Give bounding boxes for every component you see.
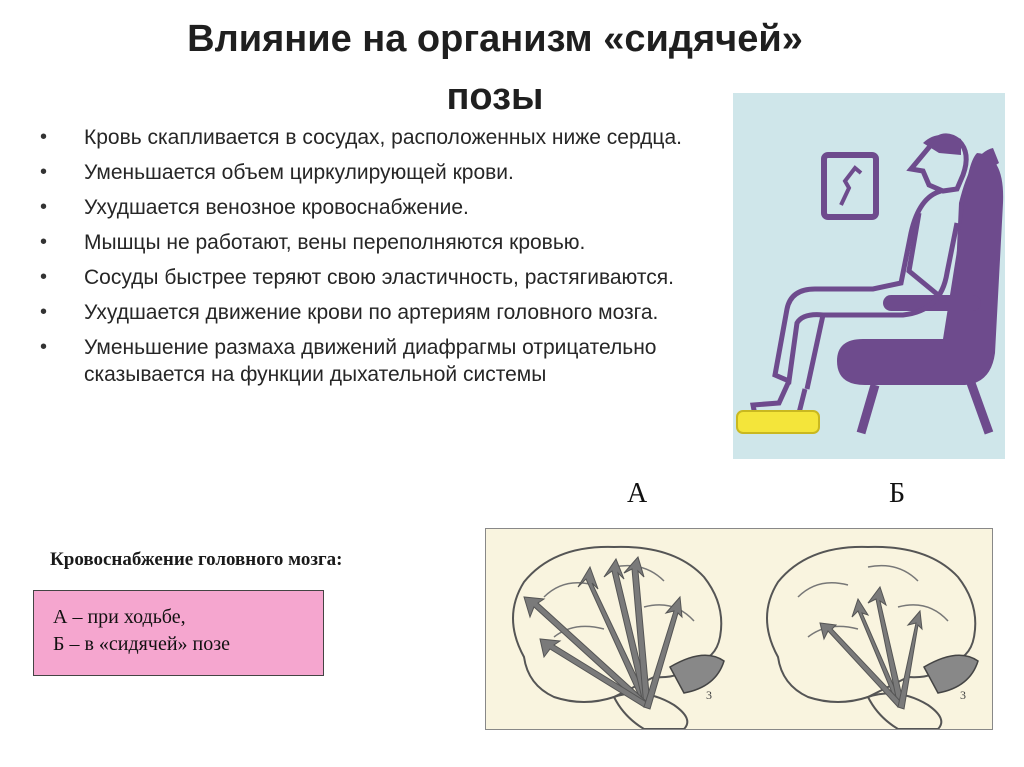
figure-label-b: Б <box>889 478 906 509</box>
page-title-line-2: позы <box>446 76 544 118</box>
brain-a <box>513 547 724 729</box>
legend-line-b: Б – в «сидячей» позе <box>53 633 231 655</box>
effects-list <box>40 124 720 396</box>
brain-a-flow-arrows <box>524 557 682 709</box>
brain-a-arrow-6 <box>644 597 682 709</box>
brain-blood-supply-caption: Кровоснабжение головного мозга: <box>50 549 343 570</box>
list-item: • Ухудшается венозное кровоснабжение. <box>40 194 720 221</box>
seated-person-svg <box>733 93 1005 459</box>
list-item: • Ухудшается движение крови по артериям головного мозга. <box>40 299 720 326</box>
list-item: • Мышцы не работают, вены переполняются кровью. <box>40 229 720 256</box>
list-item: • Уменьшение размаха движений диафрагмы отрицательно сказывается на функции дыхательной системы <box>40 334 720 388</box>
brain-b-arrow-4 <box>898 611 922 709</box>
figure-label-a: А <box>627 478 648 509</box>
legend-box <box>33 590 324 676</box>
list-item: • Уменьшается объем циркулирующей крови. <box>40 159 720 186</box>
legend-line-a: А – при ходьбе, <box>53 606 186 628</box>
brain-diagram-svg <box>486 529 992 729</box>
brain-b-marker-3: 3 <box>960 688 966 702</box>
yellow-footrest <box>737 411 819 433</box>
list-item: • Сосуды быстрее теряют свою эластичность, растягиваются. <box>40 264 720 291</box>
list-item: • Кровь скапливается в сосудах, расположенных ниже сердца. <box>40 124 720 151</box>
brain-a-cerebellum <box>670 655 724 693</box>
brain-b <box>767 547 978 729</box>
brain-b-cerebellum <box>924 655 978 693</box>
brain-a-marker-3: 3 <box>706 688 712 702</box>
seated-person-illustration <box>733 93 1005 459</box>
brain-diagram <box>485 528 993 730</box>
page-title-line-1: Влияние на организм «сидячей» <box>187 18 803 60</box>
